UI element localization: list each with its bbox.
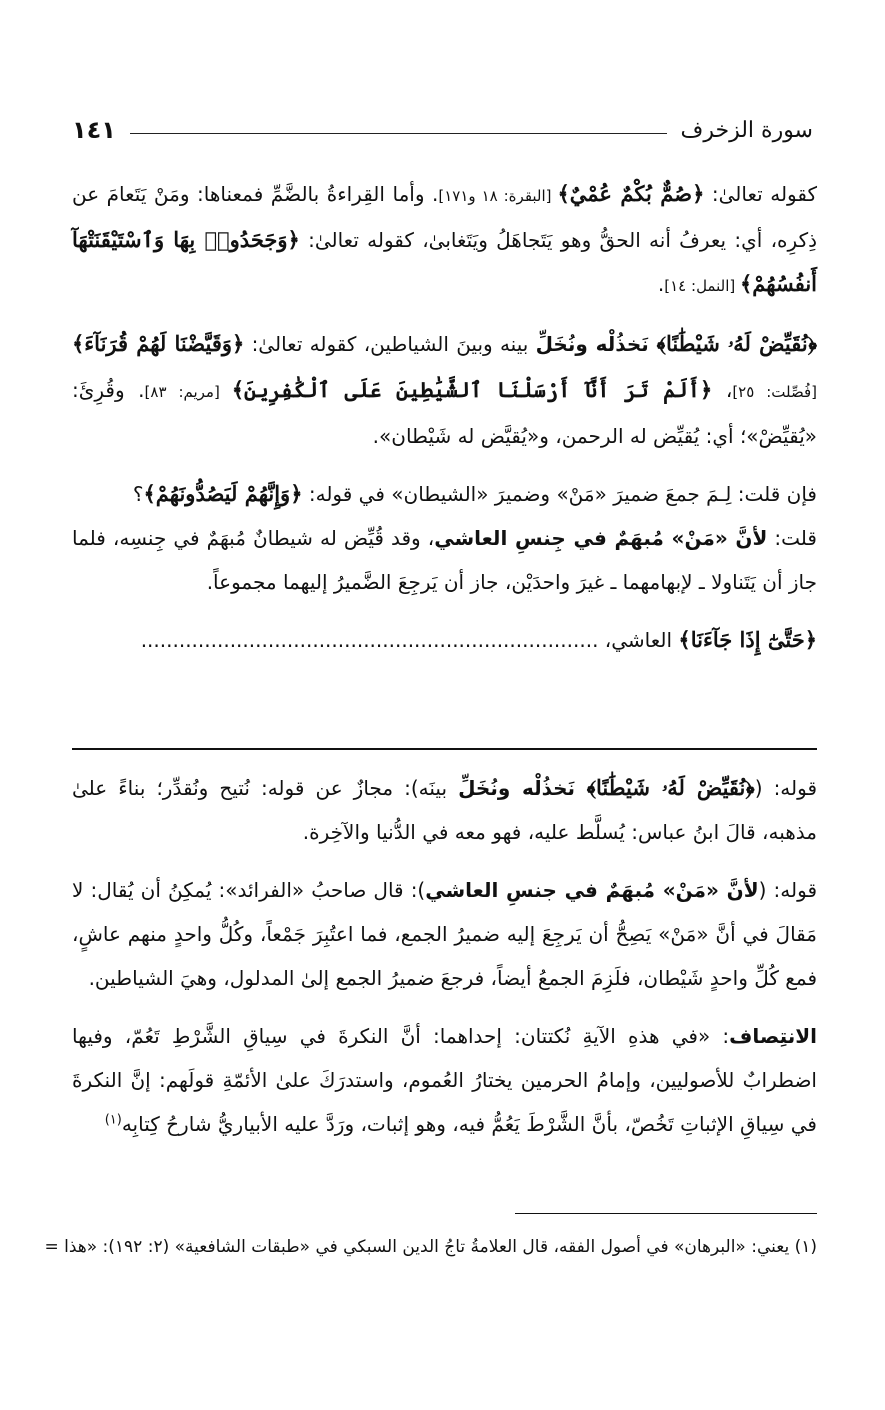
bold-phrase: نَخذُلْه ونُخَلِّ [458,776,587,800]
running-title: سورة الزخرف [680,117,813,143]
verse-reference: [فُصِّلت: ٢٥] [732,383,818,401]
text-run: كقوله تعالىٰ: [704,182,818,206]
footnote-marker: (١) [104,1112,122,1128]
footnote-divider [515,1213,817,1214]
text-run: . [657,272,665,296]
text-run: ): قال صاحبُ «الفرائد»: يُمكِنُ أن يُقال: لا مَقالَ في أنَّ «مَنْ» يَصِحُّ أن يَرجِعَ إليه ضميرُ الجمع، فما اعتُبِرَ جَمْعاً، وكُلُّ واحدٍ منهم عاشٍ، فمع كُلِّ واحدٍ شَيْطان، فلَزِمَ الجمعُ أيضاً، فرجعَ ضميرُ الجمع إلىٰ المدلول، وهيَ الشياطين. [72,878,817,990]
text-run: قلت: [767,526,817,550]
text-run: العاشي، ........................................................................ [140,628,679,652]
verse-reference: [البقرة: ١٨ و١٧١] [438,187,558,205]
main-text [72,172,817,676]
section-divider [72,748,817,750]
text-run: . وأما القِراءةُ بالضَّمِّ فمعناها: ومَنْ يَتَعامَ عن ذِكرِه، أي: يعرفُ أنه الحقُّ وهو يَتَجاهَلُ ويَتَغابىٰ، كقوله تعالىٰ: [72,182,817,252]
verse-reference: [النمل: ١٤] [664,277,740,295]
commentary-text [72,766,817,1160]
text-run: فإن قلت: لِـمَ جمعَ ضميرَ «مَنْ» وضميرَ «الشيطان» في قوله: [302,482,817,506]
header-rule [130,133,667,134]
commentary-paragraph [72,868,817,1000]
text-run: بينه وبينَ الشياطين، كقوله تعالىٰ: [244,332,536,356]
main-paragraph [72,472,817,516]
text-run: قوله: ( [754,776,818,800]
footnote: (١) يعني: «البرهان» في أصول الفقه، قال العلامةُ تاجُ الدين السبكي في «طبقات الشافعية» (٢: ١٩٢): «هذا = [44,1237,817,1257]
main-paragraph [72,618,817,662]
text-run: قوله: ( [758,878,818,902]
main-paragraph [72,516,817,604]
quran-verse: ﴿وَقَيَّضْنَا لَهُمْ قُرَنَآءَ﴾ [72,331,245,356]
quran-verse: ﴿وَإِنَّهُمْ لَيَصُدُّونَهُمْ﴾ [143,481,303,506]
text-run: ، وقد قُيِّض له شيطانٌ مُبهَمٌ في جِنسِه، فلما جاز أن يَتَناولا ـ لإبهامهما ـ غيرَ واحدَيْن، جاز أن يَرجِعَ الضَّميرُ إليهما مجموعاً. [72,526,817,594]
verse-reference: [مريم: ٨٣] [144,383,232,401]
main-paragraph [72,322,817,458]
quran-verse: ﴿نُقَيِّضْ لَهُۥ شَيْطَٰنًا﴾ [656,331,818,356]
quran-verse: ﴿أَلَمْ تَرَ أَنَّآ أَرْسَلْنَا ٱلشَّيَٰطِينَ عَلَى ٱلْكَٰفِرِينَ﴾ [231,377,713,402]
page-number: ١٤١ [72,116,116,144]
main-paragraph [72,172,817,308]
quran-verse: ﴿وَجَحَدُوا۟ بِهَا وَٱسْتَيْقَنَتْهَآ أَنفُسُهُمْ﴾ [72,227,817,296]
quran-verse: ﴿نُقَيِّضْ لَهُۥ شَيْطَٰنًا﴾ [586,775,755,800]
text-run: ، [712,378,733,402]
bold-phrase: الانتِصاف [729,1024,817,1048]
text-run: ؟ [132,482,144,506]
quran-verse: ﴿حَتَّىٰٓ إِذَا جَآءَنَا﴾ [678,627,817,652]
commentary-paragraph [72,766,817,854]
bold-phrase: نَخذُلْه ونُخَلِّ [535,332,657,356]
quran-verse: ﴿صُمٌّ بُكْمٌ عُمْيٌ﴾ [557,181,705,206]
text-run: بينَه): مجازٌ عن قوله: نُتيح ونُقدِّر؛ بناءً علىٰ مذهبه، قالَ ابنُ عباس: يُسلَّط عليه، فهو معه في الدُّنيا والآخِرة. [72,776,817,844]
bold-phrase: لأنَّ «مَنْ» مُبهَمٌ في جنسِ العاشي [425,878,759,902]
bold-phrase: لأنَّ «مَنْ» مُبهَمٌ في جِنسِ العاشي [434,526,768,550]
commentary-paragraph [72,1014,817,1146]
text-run: : «في هذهِ الآيةِ نُكتتان: إحداهما: أنَّ النكرةَ في سِياقِ الشَّرْطِ تَعُمّ، وفيها اضطرابٌ للأصوليين، وإمامُ الحرمين يختارُ العُموم، واستدرَكَ علىٰ الأئمّةِ قولَهم: إنَّ النكرةَ في سِياقِ الإثباتِ تَخُصّ، بأنَّ الشَّرْطَ يَعُمُّ فيه، وهو إثبات، ورَدَّ عليه الأبياريُّ شارحُ كِتابِه [72,1024,817,1136]
text-run: . وقُرِئَ: «يُقيِّضْ»؛ أي: يُقيِّض له الرحمن، و«يُقيَّض له شَيْطان». [72,378,817,448]
page-header [72,110,813,150]
